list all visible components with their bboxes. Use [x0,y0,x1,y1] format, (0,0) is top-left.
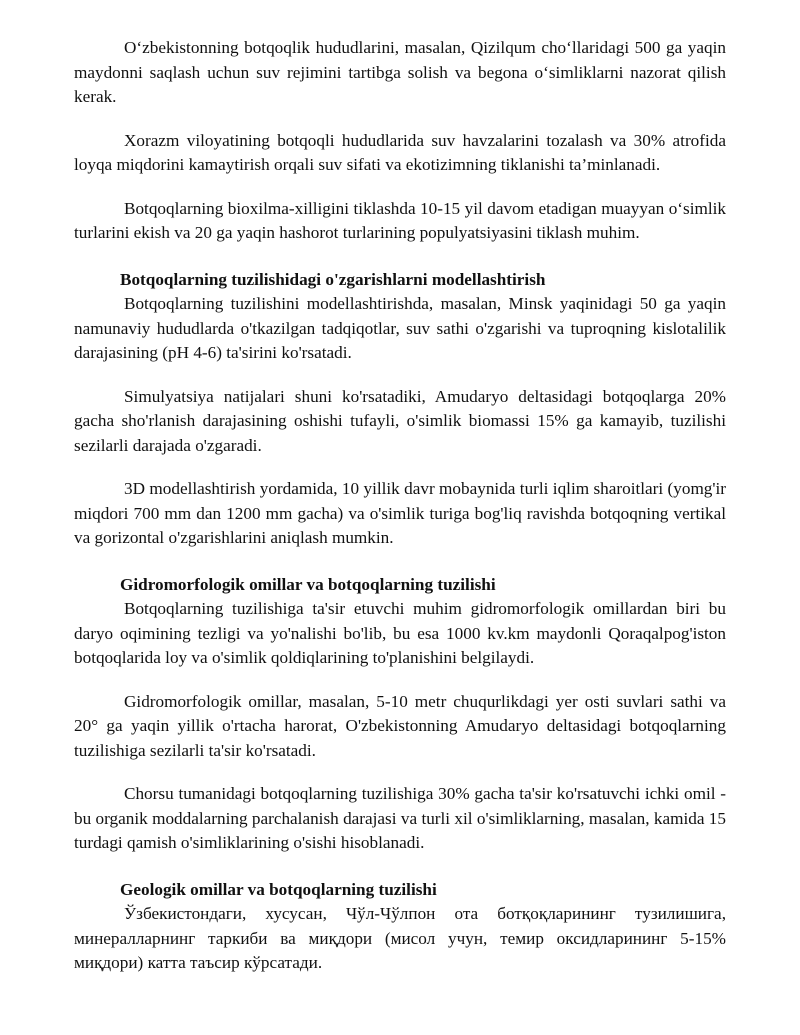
section-heading-geology: Geologik omillar va botqoqlarning tuzilishi [120,879,437,899]
modelling-paragraph-1: Botqoqlarning tuzilishini modellashtirishda, masalan, Minsk yaqinidagi 50 ga yaqin namunaviy hududlarda o'tkazilgan tadqiqotlar, suv sathi o'zgarishi va tuproqning kislotalilik darajasining (pH 4-6) ta'sirini ko'rsatadi. [74,294,726,362]
hydromorphology-paragraph-3: Chorsu tumanidagi botqoqlarning tuzilishiga 30% gacha ta'sir ko'rsatuvchi ichki omil - bu organik moddalarning parchalanish darajasi va turli xil o'simliklarning, masalan, kamida 15 turdagi qamish o'simliklarining o'sishi hisoblanadi. [74,784,726,852]
section-heading-hydromorphology: Gidromorfologik omillar va botqoqlarning tuzilishi [120,574,496,594]
intro-paragraph-3: Botqoqlarning bioxilma-xilligini tiklashda 10-15 yil davom etadigan muayyan o‘simlik turlarini ekish va 20 ga yaqin hashorot turlarining populyatsiyasini tiklash muhim. [74,198,726,242]
geology-paragraph-1: Ўзбекистондаги, хусусан, Чўл-Чўлпон ота ботқоқларининг тузилишига, минералларнинг таркиби ва миқдори (мисол учун, темир оксидларининг 5-15% миқдори) катта таъсир кўрсатади. [74,904,726,972]
hydromorphology-paragraph-2: Gidromorfologik omillar, masalan, 5-10 metr chuqurlikdagi yer osti suvlari sathi va 20° ga yaqin yillik o'rtacha harorat, O'zbekistonning Amudaryo deltasidagi botqoqlarning tuzilishiga sezilarli ta'sir ko'rsatadi. [74,691,726,760]
section-heading-modelling: Botqoqlarning tuzilishidagi o'zgarishlarni modellashtirish [120,269,546,289]
intro-paragraph-1: O‘zbekistonning botqoqlik hududlarini, masalan, Qizilqum cho‘llaridagi 500 ga yaqin maydonni saqlash uchun suv rejimini tartibga solish va begona o‘simliklarni nazorat qilish kerak. [74,38,726,106]
modelling-paragraph-3: 3D modellashtirish yordamida, 10 yillik davr mobaynida turli iqlim sharoitlari (yomg'ir miqdori 700 mm dan 1200 mm gacha) va o'simlik turiga bog'liq ravishda botqoqning vertikal va gorizontal o'zgarishlarini aniqlash mumkin. [74,479,726,547]
hydromorphology-paragraph-1: Botqoqlarning tuzilishiga ta'sir etuvchi muhim gidromorfologik omillardan biri bu daryo oqimining tezligi va yo'nalishi bo'lib, bu esa 1000 kv.km maydonli Qoraqalpog'iston botqoqlarida loy va o'simlik qoldiqlarining to'planishini belgilaydi. [74,599,726,667]
modelling-paragraph-2: Simulyatsiya natijalari shuni ko'rsatadiki, Amudaryo deltasidagi botqoqlarga 20% gacha sho'rlanish darajasining oshishi tufayli, o'simlik biomassi 15% ga kamayib, tuzilishi sezilarli darajada o'zgaradi. [74,386,726,455]
intro-paragraph-2: Xorazm viloyatining botqoqli hududlarida suv havzalarini tozalash va 30% atrofida loyqa miqdorini kamaytirish orqali suv sifati va ekotizimning tiklanishi ta’minlanadi. [74,130,726,174]
